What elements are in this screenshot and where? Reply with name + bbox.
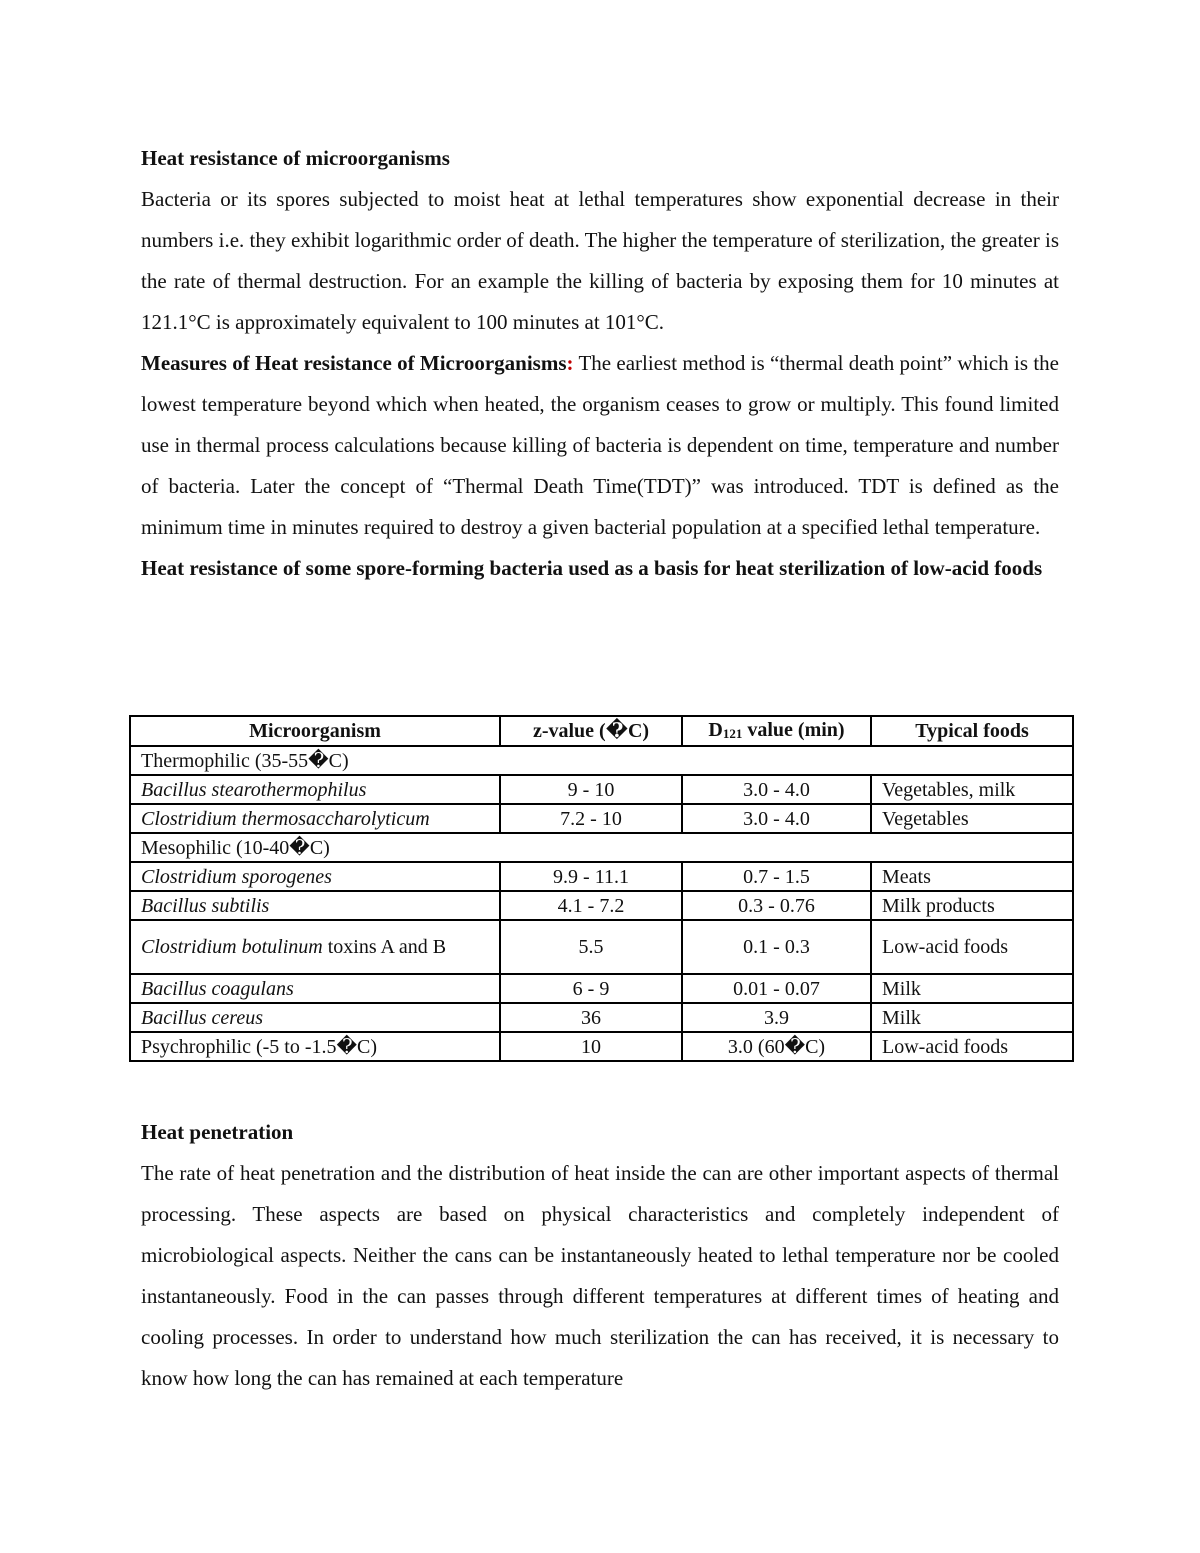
cell-d-value: 3.0 - 4.0 — [682, 775, 871, 804]
cell-foods: Low-acid foods — [871, 1032, 1073, 1061]
cell-foods: Milk products — [871, 891, 1073, 920]
cell-microorganism: Clostridium thermosaccharolyticum — [130, 804, 500, 833]
cell-microorganism: Bacillus coagulans — [130, 974, 500, 1003]
cell-microorganism: Clostridium sporogenes — [130, 862, 500, 891]
paragraph-heat-penetration: The rate of heat penetration and the distribution of heat inside the can are other important aspects of thermal processing. These aspects are based on physical characteristics and completely independent of microbiological aspects. Neither the cans can be instantaneously heated to lethal temperature nor be cooled instantaneously. Food in the can passes through different temperatures at different times of heating and cooling processes. In order to understand how much sterilization the can has received, it is necessary to know how long the can has remained at each temperature — [141, 1161, 1059, 1390]
heat-resistance-table — [129, 715, 1074, 1062]
table-row — [130, 804, 1073, 833]
cell-microorganism: Psychrophilic (-5 to -1.5�C) — [130, 1032, 500, 1061]
header-d-value: D121 value (min) — [682, 716, 871, 746]
table-row — [130, 920, 1073, 974]
cell-d-value: 0.01 - 0.07 — [682, 974, 871, 1003]
section-heading-heat-resistance: Heat resistance of microorganisms — [141, 146, 450, 170]
cell-foods: Vegetables, milk — [871, 775, 1073, 804]
cell-z-value: 7.2 - 10 — [500, 804, 682, 833]
cell-foods: Vegetables — [871, 804, 1073, 833]
cell-foods: Meats — [871, 862, 1073, 891]
cell-foods: Low-acid foods — [871, 920, 1073, 974]
table-caption: Heat resistance of some spore-forming bacteria used as a basis for heat sterilization of low-acid foods — [141, 556, 1043, 580]
measures-colon: : — [566, 351, 574, 375]
cell-z-value: 10 — [500, 1032, 682, 1061]
measures-text: The earliest method is “thermal death point” which is the lowest temperature beyond which when heated, the organism ceases to grow or multiply. This found limited use in thermal process calculations because killing of bacteria is dependent on time, temperature and number of bacteria. Later the concept of “Thermal Death Time(TDT)” was introduced. TDT is defined as the minimum time in minutes required to destroy a given bacterial population at a specified lethal temperature. — [141, 351, 1059, 539]
table-row — [130, 891, 1073, 920]
cell-z-value: 6 - 9 — [500, 974, 682, 1003]
document-body — [141, 138, 1059, 589]
cell-microorganism: Bacillus subtilis — [130, 891, 500, 920]
header-d-subscript: 121 — [722, 726, 743, 741]
group-row-thermophilic — [130, 746, 1073, 775]
group-label: Thermophilic (35-55�C) — [130, 746, 1073, 775]
table-row — [130, 1032, 1073, 1061]
section-heading-heat-penetration: Heat penetration — [141, 1120, 294, 1144]
group-row-mesophilic — [130, 833, 1073, 862]
header-z-value: z-value (�C) — [500, 716, 682, 746]
cell-z-value: 9.9 - 11.1 — [500, 862, 682, 891]
cell-z-value: 5.5 — [500, 920, 682, 974]
measures-lead: Measures of Heat resistance of Microorganisms — [141, 351, 567, 375]
header-microorganism: Microorganism — [130, 716, 500, 746]
table-row — [130, 862, 1073, 891]
cell-d-value: 3.9 — [682, 1003, 871, 1032]
table-row — [130, 1003, 1073, 1032]
cell-foods: Milk — [871, 1003, 1073, 1032]
cell-d-value: 0.3 - 0.76 — [682, 891, 871, 920]
cell-z-value: 4.1 - 7.2 — [500, 891, 682, 920]
cell-microorganism: Clostridium botulinum toxins A and B — [130, 920, 500, 974]
table-header-row — [130, 716, 1073, 746]
cell-d-value: 3.0 (60�C) — [682, 1032, 871, 1061]
paragraph-heat-resistance: Bacteria or its spores subjected to moist heat at lethal temperatures show exponential decrease in their numbers i.e. they exhibit logarithmic order of death. The higher the temperature of sterilization, the greater is the rate of thermal destruction. For an example the killing of bacteria by exposing them for 10 minutes at 121.1°C is approximately equivalent to 100 minutes at 101°C. — [141, 187, 1059, 334]
table-row — [130, 775, 1073, 804]
cell-microorganism: Bacillus stearothermophilus — [130, 775, 500, 804]
cell-d-value: 3.0 - 4.0 — [682, 804, 871, 833]
cell-d-value: 0.1 - 0.3 — [682, 920, 871, 974]
group-label: Mesophilic (10-40�C) — [130, 833, 1073, 862]
cell-microorganism: Bacillus cereus — [130, 1003, 500, 1032]
paragraph-measures — [141, 343, 1059, 548]
header-typical-foods: Typical foods — [871, 716, 1073, 746]
section-heat-penetration — [141, 1112, 1059, 1399]
cell-z-value: 9 - 10 — [500, 775, 682, 804]
cell-z-value: 36 — [500, 1003, 682, 1032]
cell-foods: Milk — [871, 974, 1073, 1003]
cell-d-value: 0.7 - 1.5 — [682, 862, 871, 891]
table-row — [130, 974, 1073, 1003]
